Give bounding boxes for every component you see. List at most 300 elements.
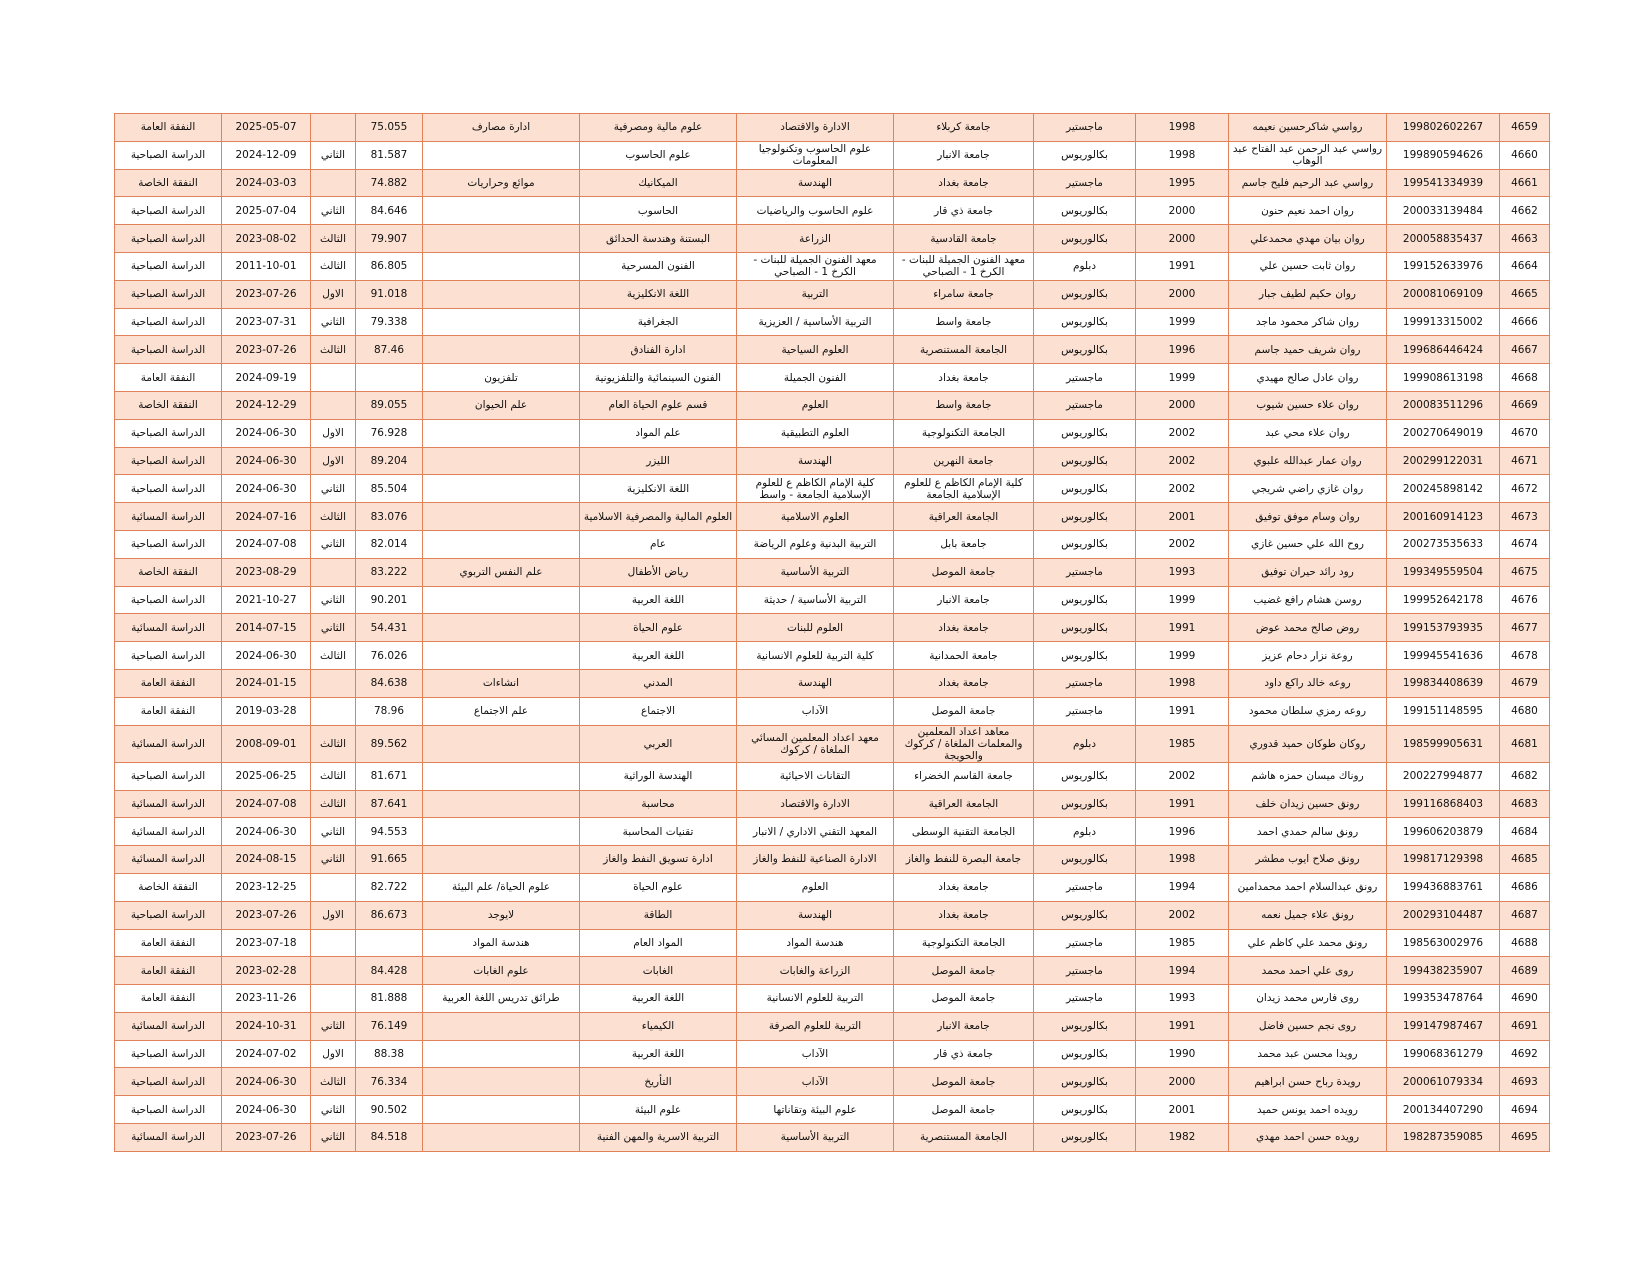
cell-degree: بكالوريوس [1034, 336, 1136, 364]
cell-rank: الثالث [311, 762, 356, 790]
cell-year: 1985 [1136, 929, 1229, 957]
cell-department: الهندسة الوراثية [580, 762, 737, 790]
cell-average: 74.882 [356, 169, 423, 197]
table-row [115, 141, 1550, 169]
cell-id: 199436883761 [1387, 873, 1500, 901]
cell-rank [311, 697, 356, 725]
cell-year: 2001 [1136, 1096, 1229, 1124]
cell-year: 1994 [1136, 957, 1229, 985]
cell-average: 86.673 [356, 901, 423, 929]
cell-college: الآداب [737, 1040, 894, 1068]
cell-degree: بكالوريوس [1034, 762, 1136, 790]
cell-date: 2023-08-29 [222, 558, 311, 586]
cell-year: 1999 [1136, 642, 1229, 670]
table-row [115, 873, 1550, 901]
cell-seq: 4694 [1500, 1096, 1550, 1124]
cell-degree: بكالوريوس [1034, 1124, 1136, 1152]
cell-college: المعهد التقني الاداري / الانبار [737, 818, 894, 846]
cell-degree: بكالوريوس [1034, 586, 1136, 614]
table-row [115, 901, 1550, 929]
cell-date: 2019-03-28 [222, 697, 311, 725]
cell-date: 2023-07-31 [222, 308, 311, 336]
cell-id: 200245898142 [1387, 475, 1500, 503]
table-row [115, 929, 1550, 957]
cell-university: جامعة سامراء [894, 280, 1034, 308]
cell-average: 85.504 [356, 475, 423, 503]
cell-average: 81.671 [356, 762, 423, 790]
cell-study-type: الدراسة الصباحية [115, 336, 222, 364]
cell-degree: بكالوريوس [1034, 141, 1136, 169]
cell-university: جامعة النهرين [894, 447, 1034, 475]
cell-average: 79.338 [356, 308, 423, 336]
cell-average: 88.38 [356, 1040, 423, 1068]
cell-average: 75.055 [356, 114, 423, 142]
cell-specialization [423, 336, 580, 364]
cell-id: 199952642178 [1387, 586, 1500, 614]
cell-degree: ماجستير [1034, 697, 1136, 725]
cell-rank: الاول [311, 280, 356, 308]
cell-seq: 4672 [1500, 475, 1550, 503]
cell-specialization [423, 280, 580, 308]
cell-id: 199438235907 [1387, 957, 1500, 985]
cell-specialization [423, 1068, 580, 1096]
cell-university: جامعة الحمدانية [894, 642, 1034, 670]
cell-university: جامعة الانبار [894, 1012, 1034, 1040]
cell-department: الميكانيك [580, 169, 737, 197]
cell-department: المدني [580, 669, 737, 697]
cell-specialization: موائع وحراريات [423, 169, 580, 197]
cell-college: الآداب [737, 697, 894, 725]
cell-average: 81.587 [356, 141, 423, 169]
cell-name: رويدا محسن عبد محمد [1229, 1040, 1387, 1068]
cell-specialization [423, 1096, 580, 1124]
cell-date: 2023-07-26 [222, 336, 311, 364]
cell-date: 2025-07-04 [222, 197, 311, 225]
cell-college: الزراعة والغابات [737, 957, 894, 985]
cell-study-type: الدراسة الصباحية [115, 252, 222, 280]
cell-specialization [423, 642, 580, 670]
cell-year: 1998 [1136, 846, 1229, 874]
cell-average: 76.928 [356, 419, 423, 447]
table-row [115, 818, 1550, 846]
cell-seq: 4676 [1500, 586, 1550, 614]
cell-specialization: طرائق تدريس اللغة العربية [423, 985, 580, 1013]
cell-id: 200134407290 [1387, 1096, 1500, 1124]
cell-year: 1998 [1136, 114, 1229, 142]
cell-department: محاسبة [580, 790, 737, 818]
cell-date: 2023-08-02 [222, 225, 311, 253]
cell-degree: بكالوريوس [1034, 419, 1136, 447]
cell-average: 86.805 [356, 252, 423, 280]
cell-average: 91.018 [356, 280, 423, 308]
cell-id: 199890594626 [1387, 141, 1500, 169]
cell-specialization [423, 225, 580, 253]
table-row [115, 642, 1550, 670]
cell-seq: 4663 [1500, 225, 1550, 253]
cell-degree: بكالوريوس [1034, 475, 1136, 503]
cell-study-type: الدراسة الصباحية [115, 530, 222, 558]
table-row [115, 197, 1550, 225]
cell-degree: ماجستير [1034, 873, 1136, 901]
cell-id: 200083511296 [1387, 391, 1500, 419]
cell-id: 199908613198 [1387, 364, 1500, 392]
cell-name: روان احمد نعيم حنون [1229, 197, 1387, 225]
cell-name: روى فارس محمد زيدان [1229, 985, 1387, 1013]
cell-year: 2001 [1136, 503, 1229, 531]
cell-average: 78.96 [356, 697, 423, 725]
cell-specialization [423, 1040, 580, 1068]
cell-date: 2011-10-01 [222, 252, 311, 280]
cell-rank: الثالث [311, 336, 356, 364]
cell-average: 84.428 [356, 957, 423, 985]
cell-specialization: علوم الغابات [423, 957, 580, 985]
cell-degree: بكالوريوس [1034, 1012, 1136, 1040]
cell-department: الكيمياء [580, 1012, 737, 1040]
cell-study-type: النفقة العامة [115, 957, 222, 985]
cell-name: رونق عبدالسلام احمد محمدامين [1229, 873, 1387, 901]
cell-id: 199817129398 [1387, 846, 1500, 874]
table-row [115, 985, 1550, 1013]
cell-study-type: النفقة العامة [115, 669, 222, 697]
cell-specialization: تلفزيون [423, 364, 580, 392]
cell-college: العلوم الاسلامية [737, 503, 894, 531]
cell-university: الجامعة المستنصرية [894, 336, 1034, 364]
cell-average: 76.026 [356, 642, 423, 670]
cell-college: الادارة والاقتصاد [737, 114, 894, 142]
cell-id: 200160914123 [1387, 503, 1500, 531]
cell-specialization: علوم الحياة/ علم البيئة [423, 873, 580, 901]
cell-university: جامعة الموصل [894, 558, 1034, 586]
cell-date: 2023-07-26 [222, 1124, 311, 1152]
cell-study-type: الدراسة الصباحية [115, 762, 222, 790]
cell-id: 199152633976 [1387, 252, 1500, 280]
cell-specialization [423, 762, 580, 790]
cell-id: 200033139484 [1387, 197, 1500, 225]
cell-study-type: النفقة العامة [115, 114, 222, 142]
cell-department: اللغة الانكليزية [580, 280, 737, 308]
cell-college: الادارة الصناعية للنفط والغاز [737, 846, 894, 874]
cell-university: الجامعة التقنية الوسطى [894, 818, 1034, 846]
cell-university: جامعة بغداد [894, 169, 1034, 197]
cell-degree: بكالوريوس [1034, 503, 1136, 531]
cell-specialization [423, 818, 580, 846]
cell-average: 76.334 [356, 1068, 423, 1096]
cell-university: معهد الفنون الجميلة للبنات - الكرخ 1 - الصباحي [894, 252, 1034, 280]
cell-university: الجامعة التكنولوجية [894, 929, 1034, 957]
table-row [115, 1096, 1550, 1124]
cell-study-type: النفقة العامة [115, 985, 222, 1013]
cell-year: 2000 [1136, 280, 1229, 308]
cell-degree: دبلوم [1034, 252, 1136, 280]
table-row [115, 790, 1550, 818]
cell-department: علوم مالية ومصرفية [580, 114, 737, 142]
cell-degree: ماجستير [1034, 985, 1136, 1013]
cell-college: العلوم [737, 873, 894, 901]
cell-name: رويدة رباح حسن ابراهيم [1229, 1068, 1387, 1096]
cell-date: 2024-07-08 [222, 790, 311, 818]
cell-date: 2024-06-30 [222, 1068, 311, 1096]
cell-degree: بكالوريوس [1034, 225, 1136, 253]
cell-study-type: النفقة العامة [115, 929, 222, 957]
cell-degree: بكالوريوس [1034, 280, 1136, 308]
cell-date: 2024-07-08 [222, 530, 311, 558]
cell-college: معهد اعداد المعلمين المسائي الملغاة / كركوك [737, 725, 894, 762]
cell-name: روح الله علي حسين غازي [1229, 530, 1387, 558]
table-row [115, 336, 1550, 364]
cell-university: كلية الإمام الكاظم ع للعلوم الإسلامية الجامعة [894, 475, 1034, 503]
cell-college: التربية البدنية وعلوم الرياضة [737, 530, 894, 558]
table-row [115, 503, 1550, 531]
cell-id: 200299122031 [1387, 447, 1500, 475]
cell-seq: 4661 [1500, 169, 1550, 197]
cell-study-type: الدراسة الصباحية [115, 1068, 222, 1096]
cell-name: روان شاكر محمود ماجد [1229, 308, 1387, 336]
cell-study-type: الدراسة المسائية [115, 1012, 222, 1040]
cell-name: روعه رمزي سلطان محمود [1229, 697, 1387, 725]
cell-study-type: الدراسة الصباحية [115, 141, 222, 169]
cell-college: هندسة المواد [737, 929, 894, 957]
cell-average: 89.055 [356, 391, 423, 419]
cell-seq: 4691 [1500, 1012, 1550, 1040]
cell-date: 2025-05-07 [222, 114, 311, 142]
cell-seq: 4683 [1500, 790, 1550, 818]
cell-name: رونق صلاح ايوب مطشر [1229, 846, 1387, 874]
cell-seq: 4693 [1500, 1068, 1550, 1096]
cell-id: 199945541636 [1387, 642, 1500, 670]
cell-seq: 4686 [1500, 873, 1550, 901]
cell-specialization [423, 252, 580, 280]
cell-year: 2002 [1136, 530, 1229, 558]
cell-date: 2025-06-25 [222, 762, 311, 790]
table-row [115, 1012, 1550, 1040]
cell-degree: بكالوريوس [1034, 530, 1136, 558]
cell-seq: 4695 [1500, 1124, 1550, 1152]
cell-rank: الثاني [311, 846, 356, 874]
cell-id: 199686446424 [1387, 336, 1500, 364]
cell-department: تقنيات المحاسبة [580, 818, 737, 846]
cell-seq: 4671 [1500, 447, 1550, 475]
cell-department: الفنون المسرحية [580, 252, 737, 280]
cell-seq: 4677 [1500, 614, 1550, 642]
cell-date: 2023-12-25 [222, 873, 311, 901]
cell-date: 2024-07-02 [222, 1040, 311, 1068]
cell-department: علوم الحياة [580, 873, 737, 901]
cell-average: 89.562 [356, 725, 423, 762]
cell-name: رونق محمد علي كاظم علي [1229, 929, 1387, 957]
cell-date: 2024-06-30 [222, 447, 311, 475]
table-row [115, 1124, 1550, 1152]
cell-degree: ماجستير [1034, 957, 1136, 985]
cell-study-type: الدراسة المسائية [115, 1124, 222, 1152]
cell-specialization [423, 197, 580, 225]
cell-seq: 4681 [1500, 725, 1550, 762]
cell-department: الغابات [580, 957, 737, 985]
cell-name: رونق سالم حمدي احمد [1229, 818, 1387, 846]
cell-rank: الثالث [311, 725, 356, 762]
cell-seq: 4659 [1500, 114, 1550, 142]
cell-name: روان وسام موفق توفيق [1229, 503, 1387, 531]
table-row [115, 1040, 1550, 1068]
cell-rank: الاول [311, 419, 356, 447]
table-row [115, 475, 1550, 503]
cell-department: التأريخ [580, 1068, 737, 1096]
cell-name: روسن هشام رافع غضيب [1229, 586, 1387, 614]
cell-date: 2024-06-30 [222, 475, 311, 503]
cell-study-type: الدراسة الصباحية [115, 447, 222, 475]
cell-specialization [423, 308, 580, 336]
cell-rank: الثاني [311, 586, 356, 614]
cell-department: اللغة العربية [580, 586, 737, 614]
cell-degree: ماجستير [1034, 929, 1136, 957]
cell-rank: الثالث [311, 503, 356, 531]
cell-degree: ماجستير [1034, 364, 1136, 392]
cell-seq: 4685 [1500, 846, 1550, 874]
cell-department: العلوم المالية والمصرفية الاسلامية [580, 503, 737, 531]
cell-year: 1991 [1136, 614, 1229, 642]
cell-specialization [423, 530, 580, 558]
cell-id: 199834408639 [1387, 669, 1500, 697]
cell-degree: بكالوريوس [1034, 901, 1136, 929]
table-row [115, 391, 1550, 419]
cell-department: ادارة الفنادق [580, 336, 737, 364]
cell-year: 1998 [1136, 669, 1229, 697]
cell-seq: 4675 [1500, 558, 1550, 586]
table-row [115, 252, 1550, 280]
cell-year: 1999 [1136, 364, 1229, 392]
cell-date: 2024-12-29 [222, 391, 311, 419]
cell-degree: ماجستير [1034, 391, 1136, 419]
cell-id: 199606203879 [1387, 818, 1500, 846]
cell-college: العلوم التطبيقية [737, 419, 894, 447]
cell-study-type: النفقة الخاصة [115, 558, 222, 586]
cell-rank: الثاني [311, 475, 356, 503]
cell-average [356, 929, 423, 957]
cell-seq: 4692 [1500, 1040, 1550, 1068]
cell-year: 2000 [1136, 197, 1229, 225]
cell-study-type: الدراسة الصباحية [115, 586, 222, 614]
cell-seq: 4662 [1500, 197, 1550, 225]
cell-date: 2023-07-26 [222, 280, 311, 308]
cell-college: كلية الإمام الكاظم ع للعلوم الإسلامية الجامعة - واسط [737, 475, 894, 503]
cell-rank: الثاني [311, 197, 356, 225]
cell-university: معاهد اعداد المعلمين والمعلمات الملغاة / كركوك والحويجة [894, 725, 1034, 762]
cell-average: 54.431 [356, 614, 423, 642]
cell-name: روان شريف حميد جاسم [1229, 336, 1387, 364]
table-row [115, 614, 1550, 642]
cell-department: التربية الاسرية والمهن الفنية [580, 1124, 737, 1152]
cell-specialization [423, 1124, 580, 1152]
cell-name: روعة نزار دحام عزيز [1229, 642, 1387, 670]
cell-year: 2000 [1136, 1068, 1229, 1096]
cell-university: جامعة بغداد [894, 364, 1034, 392]
cell-name: رواسي شاكرحسين نعيمه [1229, 114, 1387, 142]
cell-university: الجامعة المستنصرية [894, 1124, 1034, 1152]
cell-name: روى علي احمد محمد [1229, 957, 1387, 985]
cell-date: 2024-01-15 [222, 669, 311, 697]
cell-specialization [423, 1012, 580, 1040]
cell-year: 1993 [1136, 985, 1229, 1013]
table-row [115, 225, 1550, 253]
cell-college: التربية الأساسية / العزيزية [737, 308, 894, 336]
cell-college: معهد الفنون الجميلة للبنات - الكرخ 1 - الصباحي [737, 252, 894, 280]
cell-university: جامعة كربلاء [894, 114, 1034, 142]
cell-id: 200061079334 [1387, 1068, 1500, 1096]
cell-rank: الثالث [311, 642, 356, 670]
cell-specialization [423, 503, 580, 531]
cell-average: 83.222 [356, 558, 423, 586]
cell-study-type: الدراسة الصباحية [115, 280, 222, 308]
cell-name: روان عادل صالح مهيدي [1229, 364, 1387, 392]
cell-date: 2014-07-15 [222, 614, 311, 642]
cell-department: قسم علوم الحياة العام [580, 391, 737, 419]
cell-department: الحاسوب [580, 197, 737, 225]
cell-year: 1991 [1136, 697, 1229, 725]
cell-university: جامعة الانبار [894, 141, 1034, 169]
cell-university: جامعة الانبار [894, 586, 1034, 614]
table-row [115, 364, 1550, 392]
cell-rank: الثاني [311, 141, 356, 169]
cell-year: 2002 [1136, 419, 1229, 447]
cell-average: 91.665 [356, 846, 423, 874]
table-row [115, 558, 1550, 586]
cell-year: 1991 [1136, 1012, 1229, 1040]
cell-date: 2024-03-03 [222, 169, 311, 197]
cell-name: روض صالح محمد عوض [1229, 614, 1387, 642]
cell-rank [311, 114, 356, 142]
cell-specialization: علم الاجتماع [423, 697, 580, 725]
cell-year: 1985 [1136, 725, 1229, 762]
cell-rank: الثالث [311, 1068, 356, 1096]
cell-university: جامعة الموصل [894, 1068, 1034, 1096]
cell-department: رياض الأطفال [580, 558, 737, 586]
cell-name: روى نجم حسين فاضل [1229, 1012, 1387, 1040]
cell-college: الآداب [737, 1068, 894, 1096]
table-row [115, 447, 1550, 475]
cell-degree: بكالوريوس [1034, 447, 1136, 475]
cell-degree: ماجستير [1034, 169, 1136, 197]
cell-university: جامعة ذي قار [894, 1040, 1034, 1068]
table-row [115, 669, 1550, 697]
table-row [115, 308, 1550, 336]
cell-study-type: الدراسة الصباحية [115, 197, 222, 225]
cell-specialization [423, 475, 580, 503]
cell-college: التربية للعلوم الانسانية [737, 985, 894, 1013]
cell-college: الفنون الجميلة [737, 364, 894, 392]
cell-rank [311, 558, 356, 586]
cell-seq: 4673 [1500, 503, 1550, 531]
cell-college: العلوم السياحية [737, 336, 894, 364]
cell-college: الهندسة [737, 901, 894, 929]
cell-name: روناك ميسان حمزه هاشم [1229, 762, 1387, 790]
cell-average: 83.076 [356, 503, 423, 531]
cell-name: رونق علاء جميل نعمه [1229, 901, 1387, 929]
cell-id: 200293104487 [1387, 901, 1500, 929]
cell-name: روان بيان مهدي محمدعلي [1229, 225, 1387, 253]
cell-study-type: النفقة الخاصة [115, 391, 222, 419]
cell-id: 200058835437 [1387, 225, 1500, 253]
cell-department: البستنة وهندسة الحدائق [580, 225, 737, 253]
cell-specialization: ادارة مصارف [423, 114, 580, 142]
cell-department: الطاقة [580, 901, 737, 929]
cell-date: 2024-06-30 [222, 642, 311, 670]
cell-id: 198287359085 [1387, 1124, 1500, 1152]
cell-college: الهندسة [737, 447, 894, 475]
cell-rank [311, 669, 356, 697]
cell-university: جامعة ذي قار [894, 197, 1034, 225]
cell-average: 76.149 [356, 1012, 423, 1040]
cell-average: 84.638 [356, 669, 423, 697]
cell-college: التربية الأساسية [737, 558, 894, 586]
